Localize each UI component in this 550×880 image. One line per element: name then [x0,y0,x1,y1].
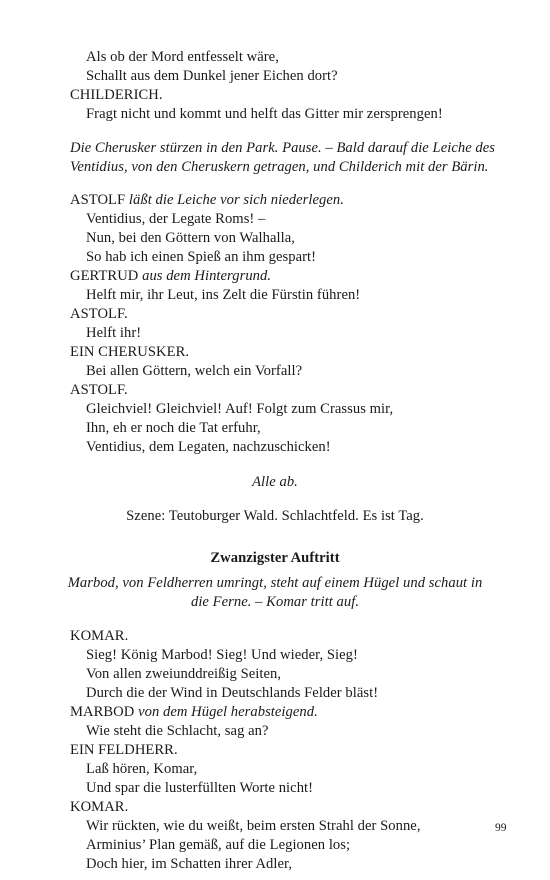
section-title: Zwanzigster Auftritt [210,550,340,566]
speaker-line [70,191,510,210]
verse-line: Durch die der Wind in Deutschlands Felder bläst! [86,685,379,701]
speaker-name: KOMAR. [70,628,129,644]
verse-line: So hab ich einen Spieß an ihm gespart! [86,249,317,265]
verse-line: Ventidius, der Legate Roms! – [86,211,266,227]
verse-line: Und spar die lusterfüllten Worte nicht! [86,780,314,796]
page-number: 99 [495,822,507,834]
scene-heading: Szene: Teutoburger Wald. Schlachtfeld. Es ist Tag. [126,508,424,524]
verse-line: Nun, bei den Göttern von Walhalla, [86,230,295,246]
stage-direction: Marbod, von Feldherren umringt, steht auf einem Hügel und schaut in [67,575,483,591]
verse-line: Als ob der Mord entfesselt wäre, [86,49,279,65]
stage-direction: die Ferne. – Komar tritt auf. [190,594,360,610]
speaker-direction: läßt die Leiche vor sich niederlegen. [128,192,344,208]
verse-line: Ventidius, dem Legaten, nachzuschicken! [86,439,331,455]
speaker-name: EIN FELDHERR. [70,742,178,758]
speaker-direction: aus dem Hintergrund. [142,268,272,284]
stage-direction: Die Cherusker stürzen in den Park. Pause. – Bald darauf die Leiche des [70,140,496,156]
verse-line: Doch hier, im Schatten ihrer Adler, [86,856,293,872]
speaker-name: GERTRUD [70,268,139,284]
verse-line: Wie steht die Schlacht, sag an? [86,723,269,739]
verse-line: Gleichviel! Gleichviel! Auf! Folgt zum Crassus mir, [86,401,394,417]
verse-line: Bei allen Göttern, welch ein Vorfall? [86,363,303,379]
stage-direction: Ventidius, von den Cheruskern getragen, und Childerich mit der Bärin. [70,159,489,175]
speaker-name: KOMAR. [70,799,129,815]
verse-line: Wir rückten, wie du weißt, beim ersten Strahl der Sonne, [86,818,421,834]
speaker-direction: von dem Hügel herabsteigend. [138,704,318,720]
speaker-line [70,267,510,286]
speaker-line [70,703,510,722]
exit-direction: Alle ab. [252,474,298,490]
speaker-name: CHILDERICH. [70,87,163,103]
verse-line: Fragt nicht und kommt und helft das Gitter mir zersprengen! [86,106,443,122]
verse-line: Helft ihr! [86,325,142,341]
speaker-name: EIN CHERUSKER. [70,344,190,360]
verse-line: Helft mir, ihr Leut, ins Zelt die Fürstin führen! [86,287,361,303]
verse-line: Schallt aus dem Dunkel jener Eichen dort? [86,68,338,84]
speaker-name: ASTOLF. [70,306,128,322]
speaker-name: MARBOD [70,704,135,720]
verse-line: Laß hören, Komar, [86,761,198,777]
verse-line: Ihn, eh er noch die Tat erfuhr, [86,420,261,436]
speaker-name: ASTOLF. [70,382,128,398]
verse-line: Sieg! König Marbod! Sieg! Und wieder, Sieg! [86,647,358,663]
speaker-name: ASTOLF [70,192,126,208]
verse-line: Von allen zweiunddreißig Seiten, [86,666,282,682]
verse-line: Arminius’ Plan gemäß, auf die Legionen los; [86,837,351,853]
